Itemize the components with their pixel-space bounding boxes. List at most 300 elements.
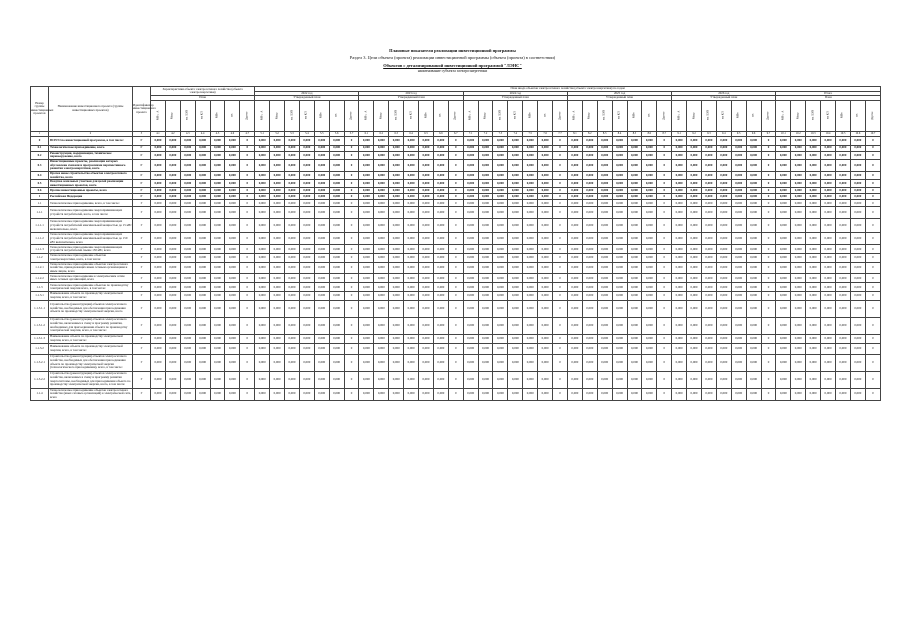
row-value: 0,000 xyxy=(850,292,865,300)
header-unit: МВ×А xyxy=(255,100,270,131)
row-value: 0,000 xyxy=(538,371,553,388)
row-value: 0,000 xyxy=(687,145,702,151)
column-number: 7.3 xyxy=(493,131,508,136)
row-value: 0,000 xyxy=(523,292,538,300)
row-value: 0,000 xyxy=(314,292,329,300)
row-value: 0,000 xyxy=(791,283,806,292)
row-value: 0 xyxy=(448,180,463,188)
row-value: 0,000 xyxy=(821,245,836,254)
header-unit: МВ×А xyxy=(567,100,582,131)
row-value: 0 xyxy=(344,283,359,292)
row-value: 0,000 xyxy=(389,145,404,151)
row-value: 0,000 xyxy=(225,274,240,283)
row-value: 0 xyxy=(761,262,776,274)
row-value: 0,000 xyxy=(731,354,746,371)
header-unit: МВ×А xyxy=(359,100,374,131)
row-value: 0 xyxy=(344,262,359,274)
row-value: 0,000 xyxy=(791,292,806,300)
row-value: 0 xyxy=(657,207,672,219)
row-value: 0,000 xyxy=(687,262,702,274)
row-value: 0 xyxy=(240,274,255,283)
row-value: 0 xyxy=(344,180,359,188)
row-value: 0 xyxy=(448,159,463,171)
row-value: 0,000 xyxy=(627,136,642,145)
row-value: 0,000 xyxy=(329,200,344,207)
header-unit: км ЛЭП xyxy=(389,100,404,131)
row-value: 0,000 xyxy=(299,388,314,400)
row-value: 0,000 xyxy=(270,136,285,145)
row-value: 0,000 xyxy=(180,245,195,254)
row-value: 0 xyxy=(761,233,776,245)
row-value: 0,000 xyxy=(463,151,478,159)
row-value: 0,000 xyxy=(597,343,612,354)
row-value: 0,000 xyxy=(195,317,210,334)
row-value: 0,000 xyxy=(389,274,404,283)
row-value: 0,000 xyxy=(791,188,806,194)
header-unit: Мвар xyxy=(374,100,389,131)
row-value: 0,000 xyxy=(642,219,657,233)
row-value: 0,000 xyxy=(538,136,553,145)
row-value: 0,000 xyxy=(374,136,389,145)
row-value: 0,000 xyxy=(806,136,821,145)
row-value: 0 xyxy=(865,317,880,334)
row-value: 0,000 xyxy=(285,343,300,354)
row-value: 0,000 xyxy=(210,245,225,254)
row-value: 0,000 xyxy=(687,233,702,245)
row-value: 0,000 xyxy=(463,283,478,292)
row-value: 0,000 xyxy=(329,233,344,245)
row-value: 0,000 xyxy=(463,145,478,151)
row-value: 0 xyxy=(553,292,568,300)
column-number: 9.2 xyxy=(687,131,702,136)
row-name: Технологическое присоединение объектов электросетевого хозяйства (иных сетевых организаций) к электрической сети, всего xyxy=(50,387,131,399)
row-value: 0,000 xyxy=(687,283,702,292)
row-value: 0 xyxy=(553,388,568,400)
row-value: 0,000 xyxy=(612,219,627,233)
row-value: 0 xyxy=(240,159,255,171)
row-value: 0,000 xyxy=(806,300,821,317)
row-value: 0,000 xyxy=(791,354,806,371)
row-value: 0,000 xyxy=(463,207,478,219)
row-value: 0,000 xyxy=(493,188,508,194)
row-value: 0,000 xyxy=(478,283,493,292)
row-value: 0,000 xyxy=(850,200,865,207)
row-value: 0 xyxy=(344,245,359,254)
row-value: 0,000 xyxy=(463,219,478,233)
row-value: 0,000 xyxy=(299,180,314,188)
row-value: 0,000 xyxy=(314,151,329,159)
row-value: 0,000 xyxy=(210,292,225,300)
row-value: 0,000 xyxy=(597,254,612,262)
row-value: 0 xyxy=(344,300,359,317)
row-value: 0,000 xyxy=(314,254,329,262)
row-value: 0,000 xyxy=(850,233,865,245)
row-value: 0 xyxy=(344,136,359,145)
row-value: 0,000 xyxy=(374,188,389,194)
row-value: 0,000 xyxy=(270,159,285,171)
row-value: 0,000 xyxy=(180,343,195,354)
column-number: 10.7 xyxy=(865,131,880,136)
row-value: 0,000 xyxy=(389,200,404,207)
row-value: 0,000 xyxy=(165,145,180,151)
row-id: Г xyxy=(133,151,151,159)
row-value: 0,000 xyxy=(523,145,538,151)
row-value: 0,000 xyxy=(627,180,642,188)
row-value: 0,000 xyxy=(493,283,508,292)
row-value: 0,000 xyxy=(225,254,240,262)
row-value: 0,000 xyxy=(672,354,687,371)
row-value: 0,000 xyxy=(701,254,716,262)
row-value: 0,000 xyxy=(210,151,225,159)
row-value: 0,000 xyxy=(523,300,538,317)
row-value: 0,000 xyxy=(255,254,270,262)
row-value: 0,000 xyxy=(299,171,314,179)
row-value: 0,000 xyxy=(433,254,448,262)
row-value: 0 xyxy=(657,200,672,207)
row-value: 0,000 xyxy=(299,188,314,194)
row-value: 0,000 xyxy=(582,219,597,233)
row-value: 0,000 xyxy=(835,233,850,245)
row-value: 0,000 xyxy=(419,317,434,334)
row-value: 0,000 xyxy=(538,354,553,371)
row-value: 0,000 xyxy=(165,171,180,179)
row-value: 0,000 xyxy=(716,207,731,219)
row-value: 0,000 xyxy=(195,245,210,254)
row-value: 0,000 xyxy=(165,283,180,292)
row-value: 0,000 xyxy=(642,388,657,400)
row-value: 0,000 xyxy=(433,334,448,343)
row-value: 0,000 xyxy=(329,292,344,300)
row-value: 0,000 xyxy=(299,343,314,354)
row-value: 0,000 xyxy=(285,188,300,194)
row-value: 0,000 xyxy=(806,180,821,188)
row-value: 0,000 xyxy=(523,371,538,388)
row-value: 0,000 xyxy=(151,262,166,274)
row-value: 0,000 xyxy=(746,262,761,274)
row-value: 0,000 xyxy=(389,354,404,371)
row-id: Г xyxy=(133,371,151,388)
row-value: 0,000 xyxy=(523,207,538,219)
column-number: 5.4 xyxy=(299,131,314,136)
row-value: 0,000 xyxy=(433,159,448,171)
column-number: 5.7 xyxy=(344,131,359,136)
row-value: 0,000 xyxy=(374,219,389,233)
row-value: 0 xyxy=(553,207,568,219)
row-value: 0,000 xyxy=(731,300,746,317)
header-num: Номер группы инвестиционных проектов xyxy=(31,87,49,132)
row-value: 0,000 xyxy=(404,151,419,159)
row-value: 0,000 xyxy=(687,136,702,145)
row-value: 0,000 xyxy=(225,233,240,245)
row-value: 0,000 xyxy=(165,159,180,171)
row-value: 0,000 xyxy=(508,388,523,400)
row-value: 0,000 xyxy=(255,159,270,171)
row-id: Г xyxy=(133,254,151,262)
table-row xyxy=(31,300,881,317)
row-value: 0,000 xyxy=(508,354,523,371)
row-value: 0,000 xyxy=(404,262,419,274)
row-value: 0,000 xyxy=(329,300,344,317)
row-value: 0,000 xyxy=(493,354,508,371)
row-value: 0,000 xyxy=(746,188,761,194)
row-value: 0,000 xyxy=(746,136,761,145)
row-value: 0 xyxy=(657,354,672,371)
column-number: 9.4 xyxy=(716,131,731,136)
row-value: 0,000 xyxy=(419,145,434,151)
row-value: 0,000 xyxy=(821,233,836,245)
header-unit: км КЛ xyxy=(195,100,210,131)
row-value: 0,000 xyxy=(329,219,344,233)
row-value: 0,000 xyxy=(389,207,404,219)
row-value: 0,000 xyxy=(582,145,597,151)
row-value: 0,000 xyxy=(285,334,300,343)
row-id: Г xyxy=(133,300,151,317)
row-value: 0,000 xyxy=(642,180,657,188)
row-value: 0 xyxy=(865,194,880,200)
row-name: Технологическое присоединение энергопринимающих устройств потребителей максимальной мощностью до 15 кВт включительно, всего xyxy=(49,219,133,233)
row-name: Технологическое присоединение, всего, в том числе: xyxy=(49,200,133,207)
doc-company-caption: наименование субъекта электроэнергетики xyxy=(417,69,488,73)
row-value: 0,000 xyxy=(821,207,836,219)
row-value: 0,000 xyxy=(255,136,270,145)
row-value: 0,000 xyxy=(850,354,865,371)
row-value: 0,000 xyxy=(627,171,642,179)
row-value: 0,000 xyxy=(404,354,419,371)
row-value: 0,000 xyxy=(821,283,836,292)
row-value: 0 xyxy=(448,254,463,262)
table-row xyxy=(31,334,881,343)
row-value: 0,000 xyxy=(687,171,702,179)
row-value: 0,000 xyxy=(731,317,746,334)
row-value: 0,000 xyxy=(731,207,746,219)
row-value: 0,000 xyxy=(419,194,434,200)
row-value: 0,000 xyxy=(776,292,791,300)
row-value: 0,000 xyxy=(687,245,702,254)
row-value: 0,000 xyxy=(523,233,538,245)
row-value: 0,000 xyxy=(716,283,731,292)
row-value: 0 xyxy=(553,219,568,233)
row-value: 0,000 xyxy=(821,151,836,159)
column-number: 8.1 xyxy=(567,131,582,136)
row-name: Технологическое присоединение к электрическим сетям иных сетевых организаций, всего xyxy=(49,274,133,283)
row-value: 0,000 xyxy=(225,194,240,200)
row-value: 0,000 xyxy=(359,334,374,343)
row-value: 0,000 xyxy=(776,145,791,151)
column-number: 10.3 xyxy=(806,131,821,136)
row-value: 0,000 xyxy=(255,219,270,233)
row-value: 0,000 xyxy=(567,136,582,145)
row-value: 0,000 xyxy=(597,180,612,188)
row-value: 0,000 xyxy=(180,354,195,371)
row-value: 0,000 xyxy=(672,300,687,317)
row-value: 0,000 xyxy=(195,371,210,388)
row-value: 0,000 xyxy=(835,151,850,159)
row-value: 0,000 xyxy=(195,262,210,274)
row-value: 0 xyxy=(553,254,568,262)
row-value: 0,000 xyxy=(687,300,702,317)
row-value: 0 xyxy=(240,145,255,151)
row-value: 0 xyxy=(657,334,672,343)
row-value: 0,000 xyxy=(389,245,404,254)
row-value: 0,000 xyxy=(791,274,806,283)
row-value: 0,000 xyxy=(180,371,195,388)
row-value: 0,000 xyxy=(538,159,553,171)
row-value: 0,000 xyxy=(195,171,210,179)
row-value: 0,000 xyxy=(329,283,344,292)
row-value: 0,000 xyxy=(314,343,329,354)
row-value: 0,000 xyxy=(687,317,702,334)
row-id: Г xyxy=(133,283,151,292)
header-unit: МВт xyxy=(523,100,538,131)
row-value: 0,000 xyxy=(463,194,478,200)
row-value: 0,000 xyxy=(404,343,419,354)
row-value: 0,000 xyxy=(642,354,657,371)
row-value: 0,000 xyxy=(493,334,508,343)
row-value: 0,000 xyxy=(776,245,791,254)
row-value: 0,000 xyxy=(582,245,597,254)
row-value: 0 xyxy=(553,136,568,145)
header-unit: шт. xyxy=(225,100,240,131)
row-name: Технологическое присоединение объектов электроэнергетики, всего, в том числе: xyxy=(49,254,133,262)
row-id: Г xyxy=(133,171,151,179)
row-value: 0 xyxy=(553,171,568,179)
row-value: 0,000 xyxy=(850,151,865,159)
row-value: 0,000 xyxy=(180,233,195,245)
row-value: 0,000 xyxy=(404,233,419,245)
row-value: 0,000 xyxy=(478,300,493,317)
row-value: 0 xyxy=(553,262,568,274)
row-value: 0 xyxy=(344,145,359,151)
row-value: 0,000 xyxy=(433,207,448,219)
row-value: 0,000 xyxy=(672,136,687,145)
row-value: 0,000 xyxy=(821,292,836,300)
row-value: 0,000 xyxy=(850,300,865,317)
row-value: 0 xyxy=(865,254,880,262)
row-value: 0,000 xyxy=(597,262,612,274)
row-value: 0,000 xyxy=(419,334,434,343)
row-value: 0,000 xyxy=(776,300,791,317)
doc-title: Плановые показатели реализации инвестиционной программы xyxy=(389,48,516,53)
row-value: 0,000 xyxy=(359,283,374,292)
row-value: 0,000 xyxy=(806,145,821,151)
row-value: 0,000 xyxy=(687,334,702,343)
row-value: 0,000 xyxy=(642,194,657,200)
row-id: Г xyxy=(133,354,151,371)
row-value: 0,000 xyxy=(597,194,612,200)
row-value: 0,000 xyxy=(523,254,538,262)
row-value: 0,000 xyxy=(612,300,627,317)
row-value: 0,000 xyxy=(404,145,419,151)
row-value: 0,000 xyxy=(508,371,523,388)
table-row xyxy=(31,245,881,254)
row-value: 0,000 xyxy=(835,300,850,317)
row-value: 0 xyxy=(761,245,776,254)
row-value: 0,000 xyxy=(151,207,166,219)
row-value: 0,000 xyxy=(538,317,553,334)
table-row xyxy=(31,171,881,179)
row-value: 0,000 xyxy=(701,274,716,283)
column-number: 7.5 xyxy=(523,131,538,136)
row-value: 0,000 xyxy=(225,151,240,159)
row-value: 0,000 xyxy=(835,180,850,188)
header-unit: МВт xyxy=(210,100,225,131)
row-value: 0,000 xyxy=(389,194,404,200)
row-value: 0,000 xyxy=(493,194,508,200)
table-row xyxy=(31,292,881,300)
row-value: 0,000 xyxy=(642,207,657,219)
row-value: 0,000 xyxy=(835,207,850,219)
row-value: 0,000 xyxy=(731,136,746,145)
header-unit: Мвар xyxy=(270,100,285,131)
row-value: 0 xyxy=(657,233,672,245)
row-value: 0,000 xyxy=(612,145,627,151)
row-value: 0 xyxy=(865,388,880,400)
row-value: 0,000 xyxy=(329,354,344,371)
row-value: 0,000 xyxy=(687,292,702,300)
row-value: 0,000 xyxy=(180,151,195,159)
row-value: 0,000 xyxy=(821,274,836,283)
row-value: 0,000 xyxy=(433,219,448,233)
row-value: 0,000 xyxy=(225,334,240,343)
row-value: 0,000 xyxy=(389,292,404,300)
row-value: 0,000 xyxy=(627,262,642,274)
row-value: 0,000 xyxy=(493,151,508,159)
row-value: 0,000 xyxy=(299,262,314,274)
row-value: 0,000 xyxy=(850,245,865,254)
row-value: 0 xyxy=(553,274,568,283)
row-value: 0,000 xyxy=(523,200,538,207)
row-value: 0,000 xyxy=(478,200,493,207)
row-value: 0,000 xyxy=(731,292,746,300)
row-value: 0,000 xyxy=(716,145,731,151)
row-value: 0 xyxy=(657,343,672,354)
row-value: 0,000 xyxy=(538,274,553,283)
row-value: 0,000 xyxy=(716,317,731,334)
row-value: 0 xyxy=(761,171,776,179)
row-value: 0,000 xyxy=(404,292,419,300)
row-value: 0,000 xyxy=(478,233,493,245)
row-name: Технологическое присоединение объектов по производству электрической энергии всего, в том числе: xyxy=(49,283,133,292)
row-value: 0,000 xyxy=(270,207,285,219)
row-value: 0,000 xyxy=(508,254,523,262)
row-value: 0,000 xyxy=(567,194,582,200)
row-value: 0,000 xyxy=(806,274,821,283)
header-unit: Другое xyxy=(553,100,568,131)
row-value: 0,000 xyxy=(701,159,716,171)
row-value: 0,000 xyxy=(359,254,374,262)
row-value: 0,000 xyxy=(329,254,344,262)
row-value: 0 xyxy=(761,254,776,262)
row-value: 0,000 xyxy=(374,371,389,388)
row-value: 0,000 xyxy=(151,388,166,400)
row-value: 0,000 xyxy=(716,254,731,262)
header-unit: Мвар xyxy=(687,100,702,131)
row-value: 0,000 xyxy=(672,180,687,188)
row-value: 0,000 xyxy=(627,334,642,343)
row-value: 0,000 xyxy=(195,219,210,233)
row-code: 0.6 xyxy=(31,188,49,194)
row-value: 0,000 xyxy=(850,371,865,388)
row-value: 0,000 xyxy=(493,233,508,245)
row-value: 0,000 xyxy=(285,136,300,145)
row-code: 1.1.1 xyxy=(31,207,49,219)
header-unit: Другое xyxy=(657,100,672,131)
row-value: 0,000 xyxy=(285,262,300,274)
row-value: 0,000 xyxy=(433,233,448,245)
row-value: 0,000 xyxy=(419,207,434,219)
row-value: 0,000 xyxy=(314,180,329,188)
row-value: 0,000 xyxy=(389,159,404,171)
